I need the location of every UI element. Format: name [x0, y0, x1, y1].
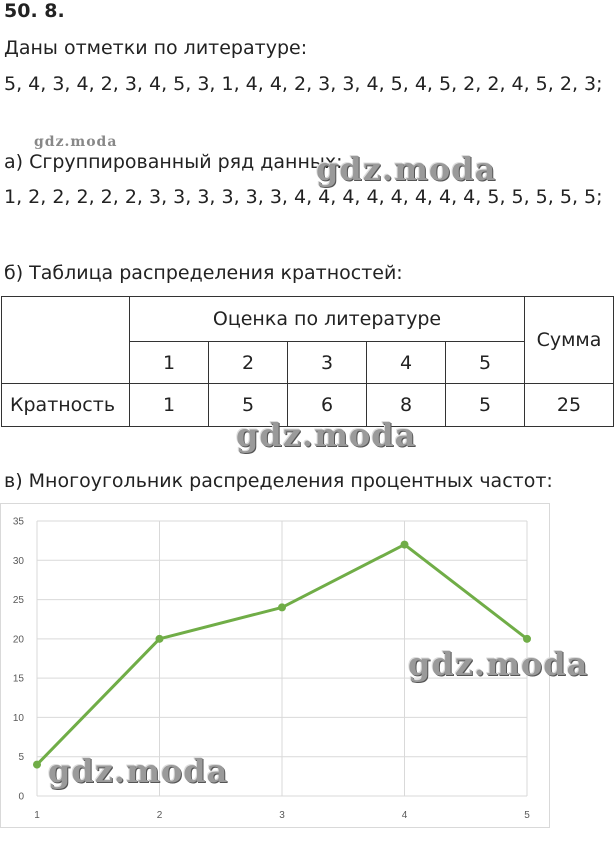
total-cell: 25 [525, 384, 614, 427]
distribution-table [1, 296, 614, 427]
watermark: gdz.moda [236, 416, 417, 454]
x-tick-label: 3 [279, 810, 285, 821]
watermark: gdz.moda [48, 752, 229, 790]
y-tick-label: 5 [18, 752, 24, 764]
grade-cell: 4 [367, 342, 446, 384]
grade-cell: 2 [209, 342, 288, 384]
y-tick-label: 15 [12, 673, 24, 685]
watermark: gdz.moda [408, 645, 589, 683]
count-cell: 5 [446, 384, 525, 427]
data-point [156, 635, 164, 643]
data-point [523, 635, 531, 643]
data-point [33, 761, 41, 769]
problem-number: 50. 8. [4, 0, 65, 22]
count-cell: 1 [130, 384, 209, 427]
y-tick-label: 20 [12, 634, 24, 646]
y-tick-label: 10 [12, 712, 24, 724]
y-tick-label: 30 [12, 555, 24, 567]
row-label: Кратность [2, 384, 130, 427]
grade-cell: 1 [130, 342, 209, 384]
part-b-label: б) Таблица распределения кратностей: [4, 262, 403, 284]
part-c-label: в) Многоугольник распределения процентных частот: [4, 470, 553, 492]
count-cell: 8 [367, 384, 446, 427]
x-tick-label: 2 [156, 810, 163, 821]
y-tick-label: 0 [18, 791, 24, 803]
raw-series: 5, 4, 3, 4, 2, 3, 4, 5, 3, 1, 4, 4, 2, 3, 3, 4, 5, 4, 5, 2, 2, 4, 5, 2, 3; [4, 73, 603, 95]
watermark-small: gdz.moda [34, 134, 118, 150]
sum-header: Сумма [525, 297, 614, 384]
y-tick-label: 35 [12, 516, 24, 528]
x-tick-label: 1 [34, 810, 40, 821]
sorted-series: 1, 2, 2, 2, 2, 2, 3, 3, 3, 3, 3, 3, 4, 4, 4, 4, 4, 4, 4, 4, 5, 5, 5, 5, 5; [4, 186, 603, 208]
part-a-label: а) Сгруппированный ряд данных: [4, 151, 343, 173]
table-corner-cell [2, 297, 130, 384]
count-cell: 5 [209, 384, 288, 427]
data-point [278, 603, 286, 611]
group-header: Оценка по литературе [130, 297, 525, 342]
y-tick-label: 25 [12, 595, 24, 607]
x-tick-label: 4 [401, 810, 408, 821]
x-tick-label: 5 [524, 810, 530, 821]
count-cell: 6 [288, 384, 367, 427]
watermark: gdz.moda [316, 150, 497, 188]
data-point [401, 541, 409, 549]
given-text: Даны отметки по литературе: [4, 37, 308, 59]
grade-cell: 5 [446, 342, 525, 384]
grade-cell: 3 [288, 342, 367, 384]
